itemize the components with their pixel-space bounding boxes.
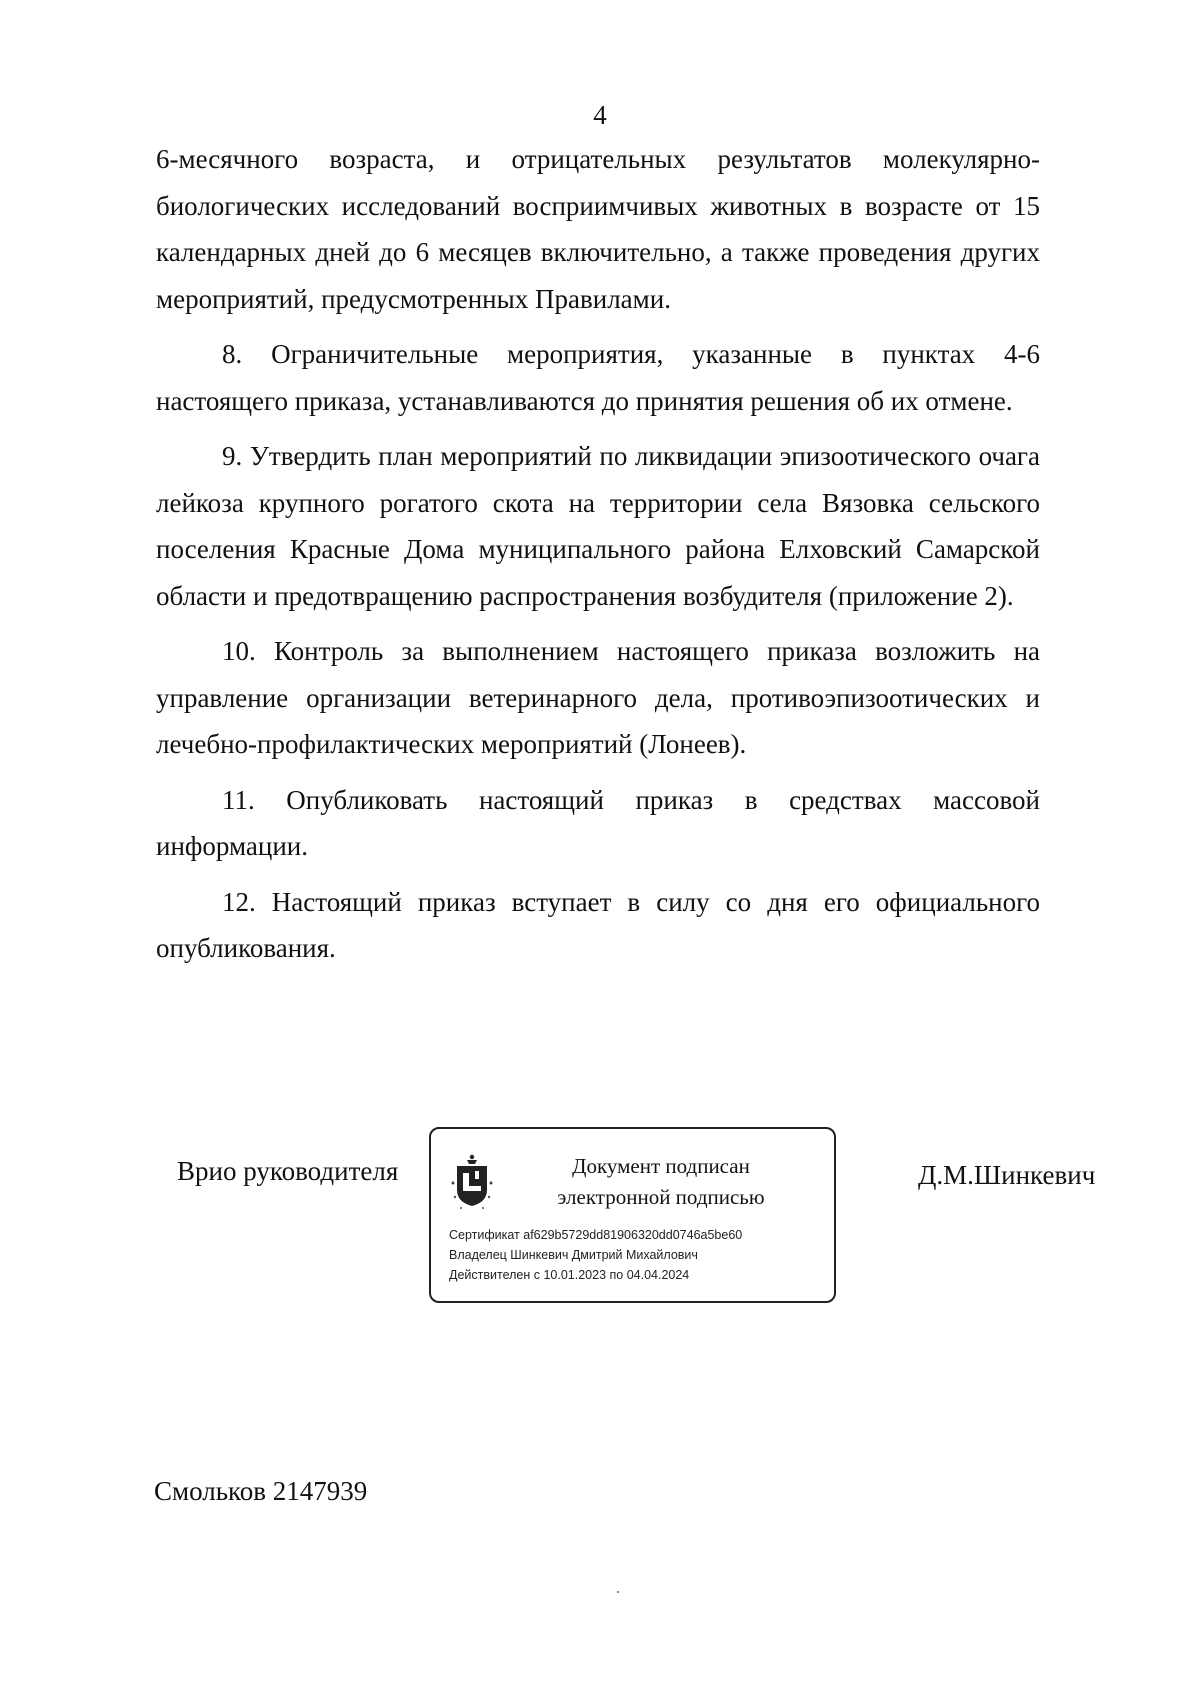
document-body (156, 136, 1040, 972)
paragraph-item-11: 11. Опубликовать настоящий приказ в средствах массовой информации. (156, 784, 1040, 861)
signatory-role: Врио руководителя (177, 1156, 399, 1186)
executor-note: Смольков 2147939 (154, 1476, 368, 1506)
stamp-title (531, 1151, 791, 1213)
stamp-details (449, 1225, 742, 1285)
paragraph-continuation: 6-месячного возраста, и отрицательных результатов молекулярно-биологических исследований восприимчивых животных в возрасте от 15 календарных дней до 6 месяцев включительно, а также проведения других мероприятий, предусмотренных Правилами. (156, 144, 1040, 314)
samara-region-emblem-icon (449, 1153, 495, 1211)
electronic-signature-stamp (429, 1127, 836, 1303)
signatory-name: Д.М.Шинкевич (918, 1160, 1096, 1190)
stamp-title-line-1: Документ подписан (572, 1154, 750, 1178)
paragraph-item-8: 8. Ограничительные мероприятия, указанные в пунктах 4-6 настоящего приказа, устанавливаются до принятия решения об их отмене. (156, 339, 1040, 416)
page-number: 4 (593, 100, 607, 130)
paragraph-item-9: 9. Утвердить план мероприятий по ликвидации эпизоотического очага лейкоза крупного рогатого скота на территории села Вязовка сельского поселения Красные Дома муниципального района Елховский Самарской области и предотвращению распространения возбудителя (приложение 2). (156, 441, 1040, 611)
stamp-title-line-2: электронной подписью (557, 1185, 765, 1209)
stamp-owner: Владелец Шинкевич Дмитрий Михайлович (449, 1248, 698, 1262)
paragraph-item-10: 10. Контроль за выполнением настоящего приказа возложить на управление организации ветеринарного дела, противоэпизоотических и лечебно-профилактических мероприятий (Лонеев). (156, 636, 1040, 759)
stamp-certificate: Сертификат af629b5729dd81906320dd0746a5be60 (449, 1228, 743, 1242)
scan-speck (617, 1591, 619, 1593)
stamp-validity: Действителен с 10.01.2023 по 04.04.2024 (449, 1268, 690, 1282)
paragraph-item-12: 12. Настоящий приказ вступает в силу со дня его официального опубликования. (156, 886, 1040, 963)
